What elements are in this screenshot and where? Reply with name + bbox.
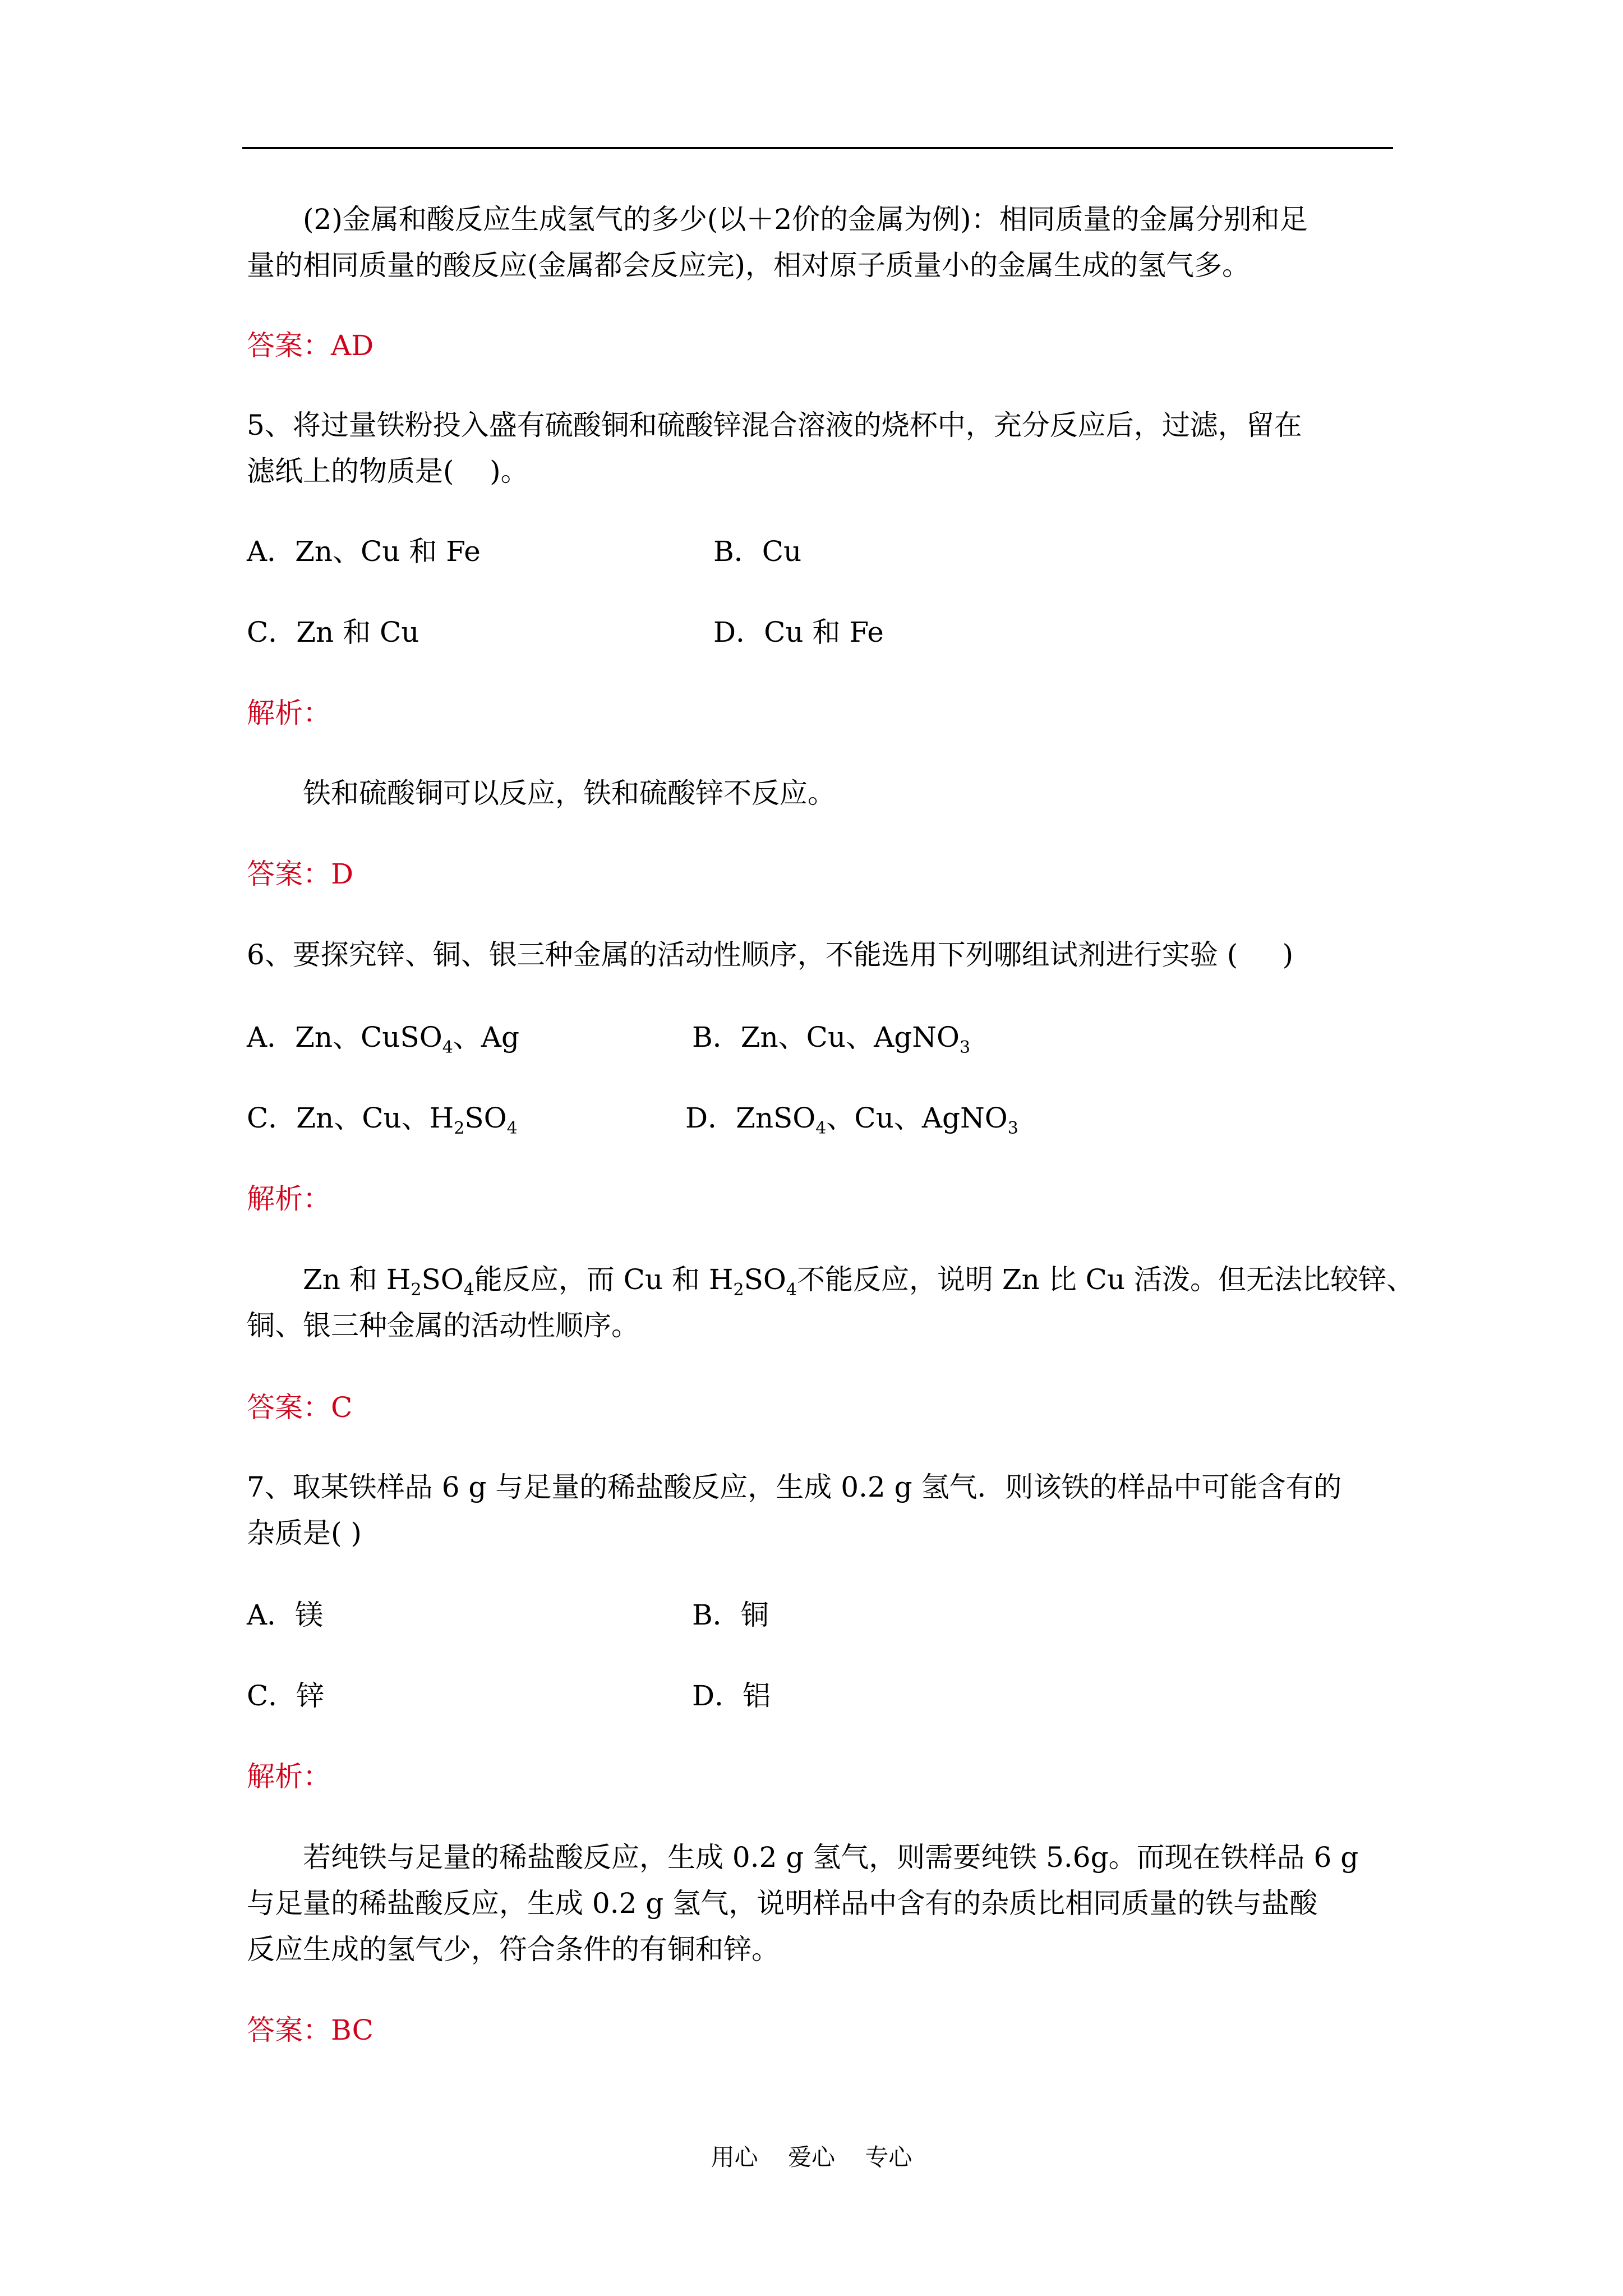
text-part: SO bbox=[464, 1102, 507, 1134]
q7-question-line-1: 7、取某铁样品 6 g 与足量的稀盐酸反应，生成 0.2 g 氢气．则该铁的样品中可能含有的 bbox=[247, 1471, 1342, 1503]
q7-options-row-2 bbox=[247, 1673, 1396, 1719]
subscript: 2 bbox=[411, 1280, 422, 1300]
q6-analysis-label: 解析： bbox=[247, 1182, 331, 1215]
text-part: 、Ag bbox=[453, 1021, 519, 1053]
q5-question-line-2: 滤纸上的物质是( )。 bbox=[247, 455, 529, 487]
answer-label: 答案： bbox=[247, 329, 331, 362]
q5-option-c: C．Zn 和 Cu bbox=[247, 616, 419, 648]
q7-analysis-line-3: 反应生成的氢气少，符合条件的有铜和锌。 bbox=[247, 1933, 780, 1966]
q6-option-c bbox=[247, 1095, 518, 1152]
answer-label: 答案： bbox=[247, 858, 331, 890]
page-footer: 用心 爱心 专心 bbox=[711, 2143, 912, 2171]
text-part: Zn 和 H bbox=[303, 1263, 411, 1296]
q6-option-d bbox=[685, 1095, 1018, 1152]
answer-label: 答案： bbox=[247, 1391, 331, 1424]
q5-answer bbox=[247, 851, 1396, 897]
header-rule bbox=[242, 147, 1393, 149]
q5-analysis-label: 解析： bbox=[247, 697, 331, 729]
answer-value: BC bbox=[331, 2014, 374, 2046]
q7-option-c: C．锌 bbox=[247, 1680, 325, 1712]
subscript: 2 bbox=[733, 1280, 744, 1300]
answer-value: C bbox=[331, 1391, 353, 1424]
q7-option-d: D．铝 bbox=[692, 1680, 771, 1712]
q5-options-row-1 bbox=[247, 528, 1396, 574]
q7-analysis-line-1: 若纯铁与足量的稀盐酸反应，生成 0.2 g 氢气，则需要纯铁 5.6g。而现在铁样品 6 g bbox=[303, 1841, 1359, 1874]
q5-options-row-2 bbox=[247, 609, 1396, 655]
intro-line-2: 量的相同质量的酸反应(金属都会反应完)，相对原子质量小的金属生成的氢气多。 bbox=[247, 249, 1251, 282]
q5-option-a: A．Zn、Cu 和 Fe bbox=[247, 535, 481, 568]
text-part: B．Zn、Cu、AgNO bbox=[692, 1021, 960, 1053]
q5-question-line-1: 5、将过量铁粉投入盛有硫酸铜和硫酸锌混合溶液的烧杯中，充分反应后，过滤，留在 bbox=[247, 409, 1302, 441]
text-part: 不能反应，说明 Zn 比 Cu 活泼。但无法比较锌、 bbox=[796, 1263, 1414, 1296]
text-part: D．ZnSO bbox=[685, 1102, 816, 1134]
subscript: 3 bbox=[960, 1038, 971, 1057]
subscript: 4 bbox=[506, 1119, 518, 1138]
intro-line-1: (2)金属和酸反应生成氢气的多少(以＋2价的金属为例)：相同质量的金属分别和足 bbox=[303, 203, 1308, 236]
q7-option-b: B．铜 bbox=[692, 1599, 769, 1631]
text-part: SO bbox=[744, 1263, 786, 1296]
q6-options-row-2 bbox=[247, 1095, 1396, 1141]
text-part: 、Cu、AgNO bbox=[826, 1102, 1008, 1134]
q7-answer bbox=[247, 2007, 1396, 2053]
subscript: 2 bbox=[454, 1119, 465, 1138]
subscript: 4 bbox=[786, 1280, 797, 1300]
q7-options-row-1 bbox=[247, 1592, 1396, 1638]
text-part: C．Zn、Cu、H bbox=[247, 1102, 454, 1134]
subscript: 3 bbox=[1007, 1119, 1018, 1138]
q5-option-d: D．Cu 和 Fe bbox=[713, 616, 884, 648]
q6-option-b bbox=[692, 1014, 970, 1071]
text-part: SO bbox=[421, 1263, 464, 1296]
answer-value: D bbox=[331, 858, 354, 890]
q6-question: 6、要探究锌、铜、银三种金属的活动性顺序，不能选用下列哪组试剂进行实验 ( ) bbox=[247, 938, 1294, 971]
q6-answer bbox=[247, 1384, 1396, 1430]
subscript: 4 bbox=[463, 1280, 474, 1300]
q6-analysis-line-2: 铜、银三种金属的活动性顺序。 bbox=[247, 1309, 639, 1342]
q6-option-a bbox=[247, 1014, 519, 1071]
q4-answer bbox=[247, 323, 1396, 369]
answer-value: AD bbox=[331, 329, 374, 362]
q7-option-a: A．镁 bbox=[247, 1599, 324, 1631]
q7-question-line-2: 杂质是( ) bbox=[247, 1517, 362, 1549]
q7-analysis-line-2: 与足量的稀盐酸反应，生成 0.2 g 氢气，说明样品中含有的杂质比相同质量的铁与盐酸 bbox=[247, 1887, 1318, 1920]
q6-options-row-1 bbox=[247, 1014, 1396, 1060]
q7-analysis-label: 解析： bbox=[247, 1760, 331, 1793]
text-part: 能反应，而 Cu 和 H bbox=[474, 1263, 734, 1296]
answer-label: 答案： bbox=[247, 2014, 331, 2046]
text-part: A．Zn、CuSO bbox=[247, 1021, 442, 1053]
q5-option-b: B．Cu bbox=[713, 535, 802, 568]
q5-analysis: 铁和硫酸铜可以反应，铁和硫酸锌不反应。 bbox=[303, 777, 836, 809]
subscript: 4 bbox=[442, 1038, 453, 1057]
subscript: 4 bbox=[815, 1119, 827, 1138]
